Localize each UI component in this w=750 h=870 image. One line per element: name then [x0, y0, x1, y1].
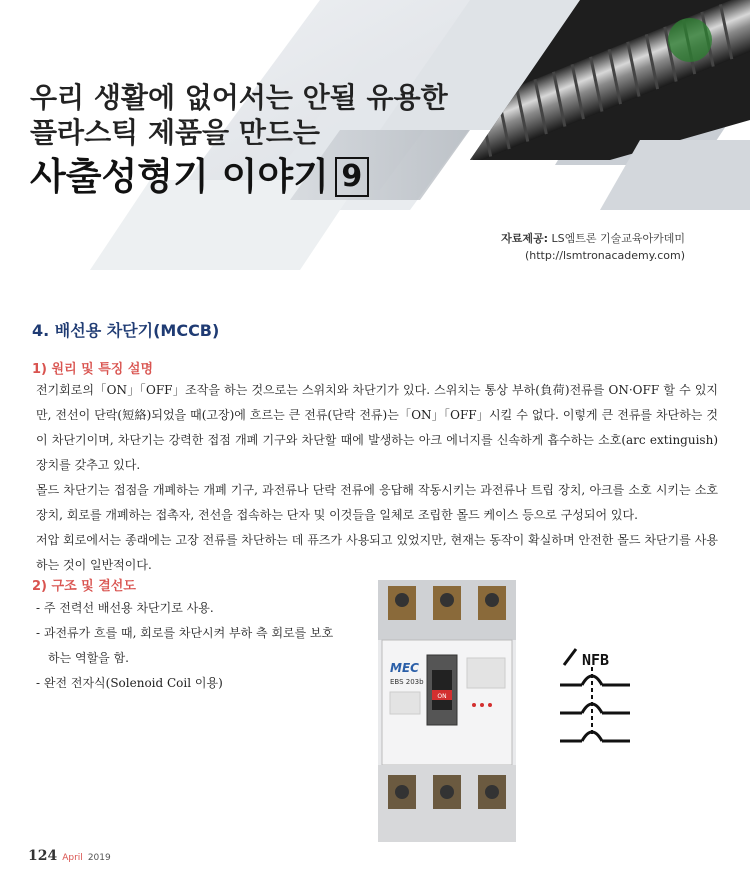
- schematic-label: NFB: [582, 651, 610, 669]
- source-label: 자료제공:: [501, 232, 548, 245]
- page-title: [30, 152, 369, 202]
- circuit-breaker-image: [372, 580, 522, 842]
- list-item: - 주 전력선 배선용 차단기로 사용.: [36, 601, 214, 615]
- paragraph: 저압 회로에서는 종래에는 고장 전류를 차단하는 데 퓨즈가 사용되고 있었지만, 현재는 동작이 확실하며 안전한 몰드 차단기를 사용하는 것이 일반적이다.: [36, 533, 718, 572]
- page-number: 124: [28, 848, 58, 864]
- breaker-model: EBS 203b: [390, 678, 424, 686]
- list-item: - 과전류가 흐를 때, 회로를 차단시켜 부하 측 회로를 보호하는 역할을 함.: [36, 626, 334, 665]
- subheading-principle: 1) 원리 및 특징 설명: [32, 362, 153, 377]
- page-title-text: 사출성형기 이야기: [30, 155, 329, 198]
- page-footer: [28, 848, 111, 864]
- issue-month: April: [62, 853, 83, 863]
- nfb-schematic: [560, 645, 660, 745]
- breaker-brand: MEC: [390, 661, 419, 675]
- paragraph: 전기회로의「ON」「OFF」조작을 하는 것으로는 스위치와 차단기가 있다. 스위치는 통상 부하(負荷)전류를 ON·OFF 할 수 있지만, 전선이 단락(短絡)되었을 때(고장)에 흐르는 큰 전류(단락 전류)는「ON」「OFF」시킬 수 없다. 이렇게 큰 전류를 차단하는 것이 차단기이며, 차단기는 강력한 접점 개폐 기구와 차단할 때에 발생하는 아크 에너지를 신속하게 흡수하는 소호(arc extinguish)장치를 갖추고 있다.: [36, 383, 718, 472]
- source-credit: [501, 230, 685, 264]
- list-item: - 완전 전자식(Solenoid Coil 이용): [36, 676, 223, 690]
- title-line-2: 플라스틱 제품을 만드는: [30, 116, 320, 149]
- title-line-1: 우리 생활에 없어서는 안될 유용한: [30, 81, 448, 114]
- source-name: LS엠트론 기술교육아카데미: [551, 232, 685, 245]
- breaker-on-label: ON: [437, 693, 447, 700]
- source-url: (http://lsmtronacademy.com): [524, 249, 685, 262]
- body-text: [36, 378, 718, 578]
- paragraph: 몰드 차단기는 접점을 개폐하는 개폐 기구, 과전류나 단락 전류에 응답해 작동시키는 과전류나 트립 장치, 아크를 소호 시키는 소호장치, 회로를 개폐하는 접촉자, 전선을 접속하는 단자 및 이것들을 일체로 조립한 몰드 케이스 등으로 구성되어 있다.: [36, 483, 718, 522]
- series-number-badge: 9: [335, 157, 369, 197]
- feature-list: [36, 596, 338, 696]
- section-heading: 4. 배선용 차단기(MCCB): [32, 321, 220, 340]
- issue-year: 2019: [87, 853, 111, 863]
- subheading-structure: 2) 구조 및 결선도: [32, 579, 136, 594]
